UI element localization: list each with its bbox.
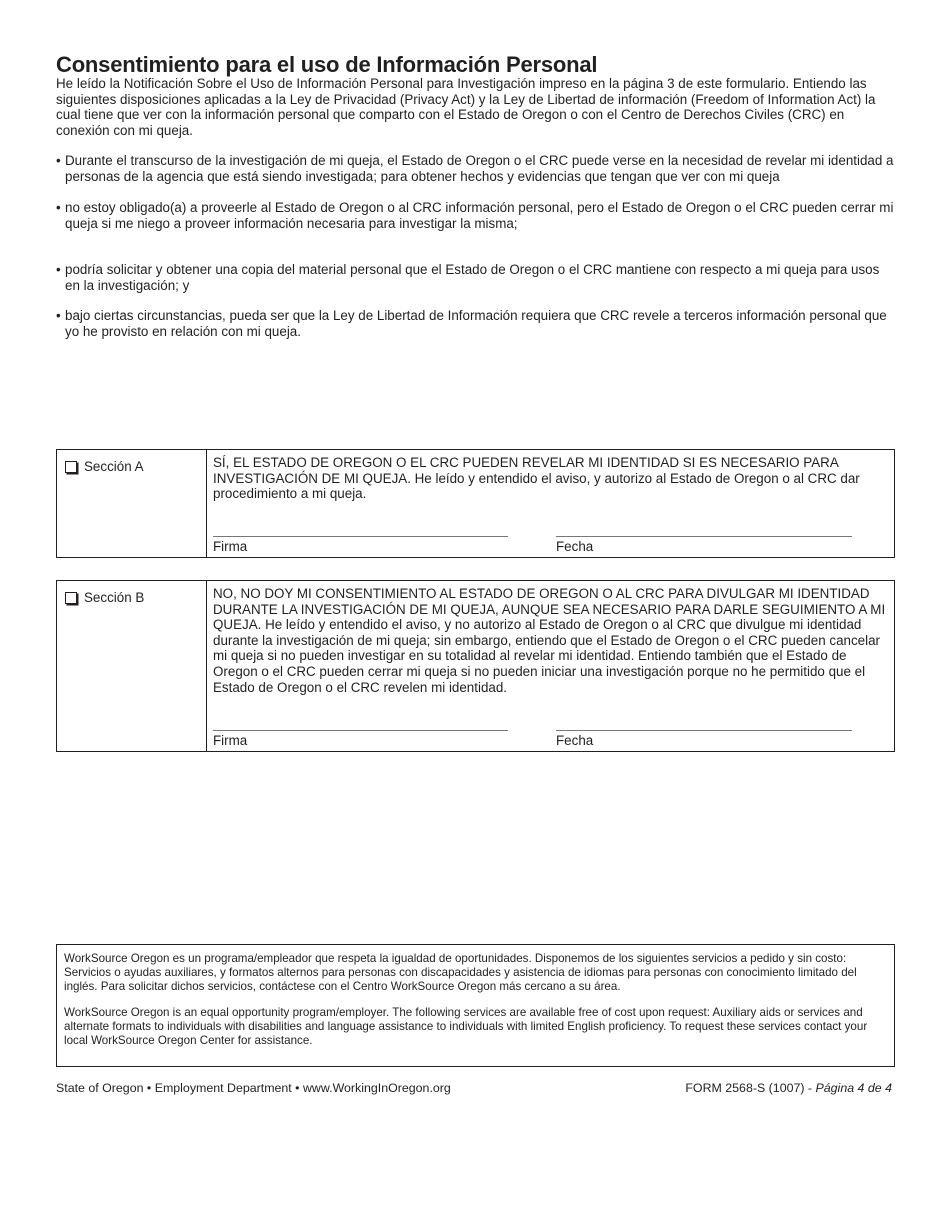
list-item-text: bajo ciertas circunstancias, pueda ser que la Ley de Libertad de Información requiera que CRC revele a terceros información personal que yo he provisto en relación con mi queja. xyxy=(65,308,887,339)
section-a-checkbox[interactable] xyxy=(65,461,77,473)
page-number: Página 4 de 4 xyxy=(815,1081,892,1095)
list-item xyxy=(56,153,896,184)
section-b-date-line[interactable] xyxy=(556,730,852,731)
bullet-marker: • xyxy=(56,200,61,215)
section-b-date-label: Fecha xyxy=(556,733,594,748)
section-b-checkbox[interactable] xyxy=(65,592,77,604)
list-item-text: no estoy obligado(a) a proveerle al Estado de Oregon o al CRC información personal, pero el Estado de Oregon o el CRC pueden cerrar mi queja si me niego a proveer información necesaria para investigar la misma; xyxy=(65,200,894,231)
section-a-box xyxy=(56,449,895,558)
list-item xyxy=(56,308,896,339)
section-a-option[interactable] xyxy=(65,459,144,474)
bullet-marker: • xyxy=(56,262,61,277)
footer-form-info xyxy=(685,1081,892,1095)
equal-opportunity-notice xyxy=(56,944,895,1067)
footer-agency: State of Oregon • Employment Department • www.WorkingInOregon.org xyxy=(56,1081,451,1095)
section-a-date-line[interactable] xyxy=(556,536,852,537)
bullet-marker: • xyxy=(56,308,61,323)
list-item-text: podría solicitar y obtener una copia del material personal que el Estado de Oregon o el CRC mantiene con respecto a mi queja para usos en la investigación; y xyxy=(65,262,880,293)
form-number: FORM 2568-S (1007) - xyxy=(685,1081,816,1095)
section-a-label-cell xyxy=(57,450,207,557)
page-title: Consentimiento para el uso de Información Personal xyxy=(56,52,598,77)
list-item xyxy=(56,200,896,231)
section-a-text: SÍ, EL ESTADO DE OREGON O EL CRC PUEDEN REVELAR MI IDENTIDAD SI ES NECESARIO PARA INVESTIGACIÓN DE MI QUEJA. He leído y entendido el aviso, y autorizo al Estado de Oregon o al CRC dar procedimiento a mi queja. xyxy=(213,455,860,502)
list-item-text: Durante el transcurso de la investigación de mi queja, el Estado de Oregon o el CRC puede verse en la necesidad de revelar mi identidad a personas de la agencia que está siendo investigada; para obtener hechos y evidencias que tengan que ver con mi queja xyxy=(65,153,894,184)
section-b-signature-label: Firma xyxy=(213,733,248,748)
notice-spanish: WorkSource Oregon es un programa/empleador que respeta la igualdad de oportunidades. Disponemos de los siguientes servicios a pedido y sin costo: Servicios o ayudas auxiliares, y formatos alternos para personas con discapacidades y asistencia de idiomas para personas con conocimiento limitado del inglés. Para solicitar dichos servicios, contáctese con el Centro WorkSource Oregon más cercano a su área. xyxy=(64,952,857,993)
section-b-option[interactable] xyxy=(65,590,144,605)
section-b-box xyxy=(56,580,895,752)
section-b-signature-line[interactable] xyxy=(213,730,508,731)
section-b-text: NO, NO DOY MI CONSENTIMIENTO AL ESTADO DE OREGON O AL CRC PARA DIVULGAR MI IDENTIDAD DURANTE LA INVESTIGACIÓN DE MI QUEJA, AUNQUE SEA NECESARIO PARA DARLE SEGUIMIENTO A MI QUEJA. He leído y entendido el aviso, y no autorizo al Estado de Oregon o al CRC que divulgue mi identidad durante la investigación de mi queja; sin embargo, entiendo que el Estado de Oregon o el CRC pueden cancelar mi queja si no pueden investigar en su totalidad al revelar mi identidad. Entiendo también que el Estado de Oregon o el CRC pueden cerrar mi queja si no pueden iniciar una investigación porque no he permitido que el Estado de Oregon o el CRC revelen mi identidad. xyxy=(213,586,886,695)
section-b-label: Sección B xyxy=(84,590,145,605)
section-b-label-cell xyxy=(57,581,207,751)
list-item xyxy=(56,262,896,293)
bullet-marker: • xyxy=(56,153,61,168)
section-a-label: Sección A xyxy=(84,459,144,474)
section-a-signature-line[interactable] xyxy=(213,536,508,537)
section-a-signature-label: Firma xyxy=(213,539,248,554)
section-a-date-label: Fecha xyxy=(556,539,594,554)
intro-paragraph: He leído la Notificación Sobre el Uso de Información Personal para Investigación impreso en la página 3 de este formulario. Entiendo las siguientes disposiciones aplicadas a la Ley de Privacidad (Privacy Act) y la Ley de Libertad de información (Freedom of Information Act) la cual tiene que ver con la información personal que comparto con el Estado de Oregon o con el Centro de Derechos Civiles (CRC) en conexión con mi queja. xyxy=(56,76,876,138)
notice-english: WorkSource Oregon is an equal opportunity program/employer. The following services are available free of cost upon request: Auxiliary aids or services and alternate formats to individuals with disabilities and language assistance to individuals with limited English proficiency. To request these services contact your local WorkSource Oregon Center for assistance. xyxy=(64,1006,868,1047)
